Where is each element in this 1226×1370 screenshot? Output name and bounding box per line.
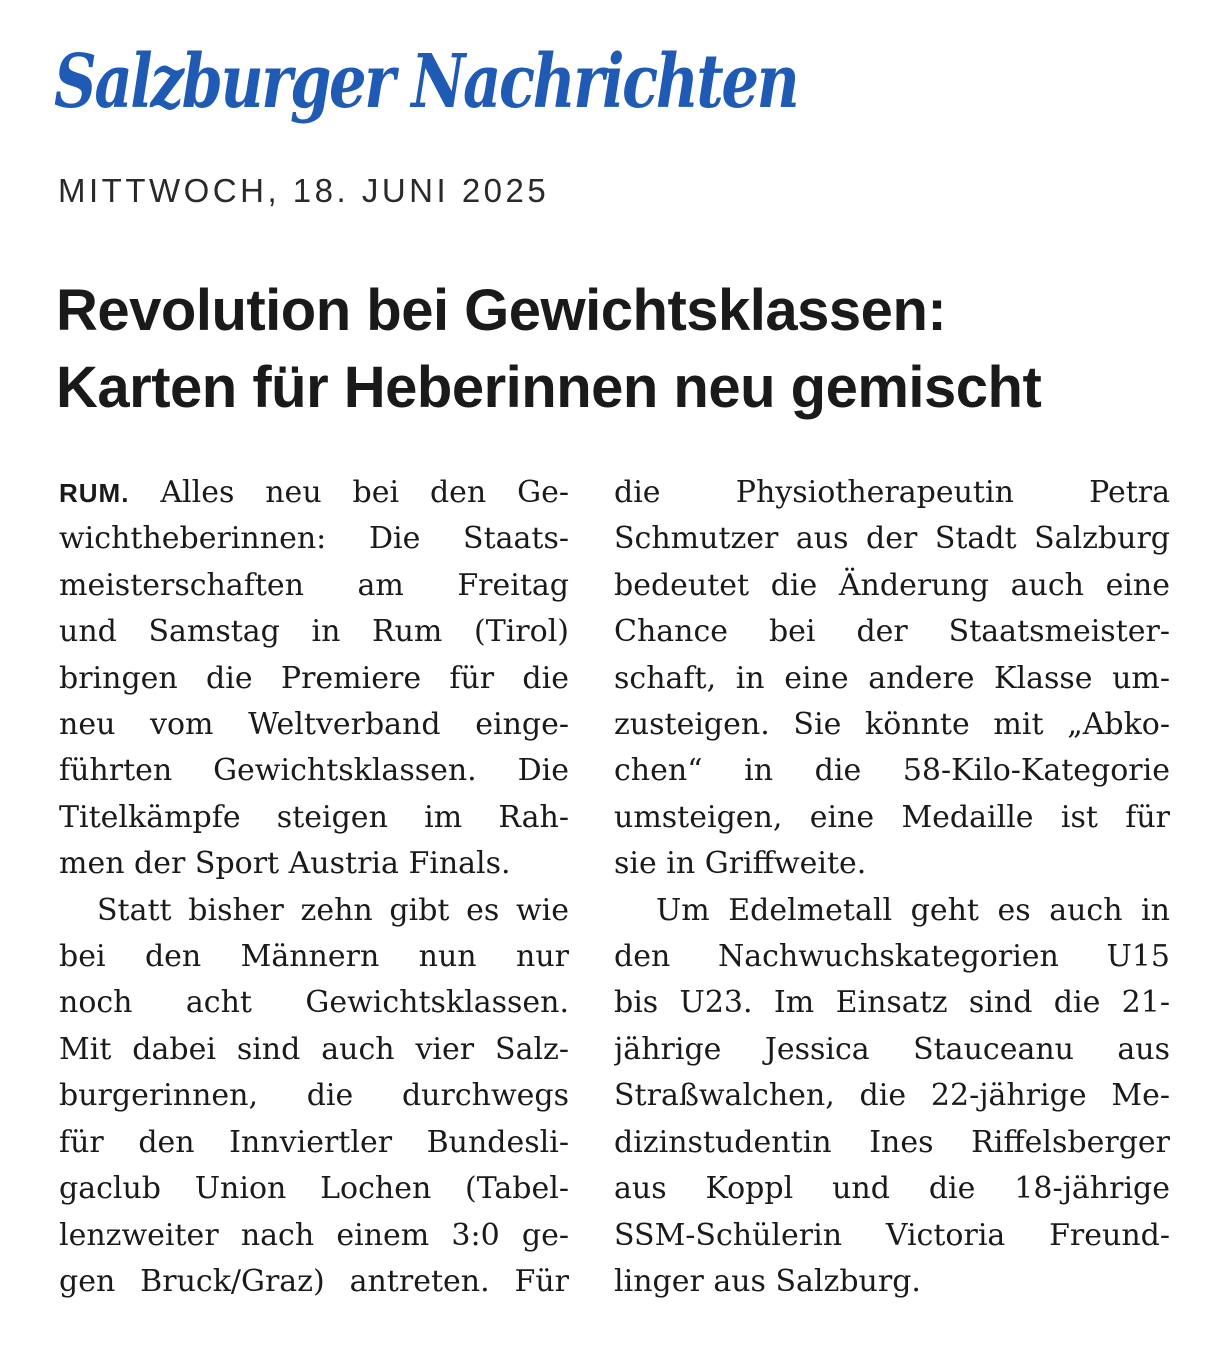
article-headline xyxy=(56,272,1196,426)
article-kicker: RUM. xyxy=(59,478,130,508)
headline-line-1: Revolution bei Gewichtsklassen: xyxy=(56,278,947,343)
text-line: Straßwalchen, die 22-jährige Me- xyxy=(614,1078,1170,1114)
text-line: die Physiotherapeutin Petra xyxy=(614,475,1170,510)
text-line: Um Edelmetall geht es auch in xyxy=(656,892,1170,928)
text-line: bis U23. Im Einsatz sind die 21- xyxy=(614,985,1170,1021)
text-line-content: Alles neu bei den Ge- xyxy=(160,475,569,510)
text-line: sie in Griffweite. xyxy=(614,846,867,882)
text-line: lenzweiter nach einem 3:0 ge- xyxy=(59,1217,569,1253)
text-line xyxy=(59,470,569,516)
text-line: dizinstudentin Ines Riffelsberger xyxy=(614,1124,1170,1160)
text-line: wichtheberinnen: Die Staats- xyxy=(59,521,569,557)
text-line: bringen die Premiere für die xyxy=(59,660,569,696)
text-line: aus Koppl und die 18-jährige xyxy=(614,1171,1170,1207)
headline-line-2: Karten für Heberinnen neu gemischt xyxy=(56,355,1042,420)
article-column-left xyxy=(59,470,569,1305)
text-line: schaft, in eine andere Klasse um- xyxy=(614,660,1170,696)
text-line: gaclub Union Lochen (Tabel- xyxy=(59,1171,569,1207)
text-line: SSM-Schülerin Victoria Freund- xyxy=(614,1217,1170,1253)
text-line: führten Gewichtsklassen. Die xyxy=(59,753,569,789)
text-line: Mit dabei sind auch vier Salz- xyxy=(59,1031,569,1067)
newspaper-masthead-logo: Salzburger Nachrichten xyxy=(54,39,798,125)
publication-date: MITTWOCH, 18. JUNI 2025 xyxy=(58,172,550,209)
text-line: burgerinnen, die durchwegs xyxy=(59,1078,569,1114)
text-line: chen“ in die 58-Kilo-Kategorie xyxy=(614,753,1170,789)
text-line: Statt bisher zehn gibt es wie xyxy=(97,892,569,928)
article-column-right xyxy=(614,470,1170,1305)
text-line: Titelkämpfe steigen im Rah- xyxy=(59,799,569,835)
text-line: und Samstag in Rum (Tirol) xyxy=(59,614,569,650)
text-line: bei den Männern nun nur xyxy=(59,939,569,975)
text-line: jährige Jessica Stauceanu aus xyxy=(614,1031,1170,1067)
text-line: den Nachwuchskategorien U15 xyxy=(614,939,1170,975)
text-line: gen Bruck/Graz) antreten. Für xyxy=(59,1263,569,1299)
text-line: linger aus Salzburg. xyxy=(614,1263,921,1299)
text-line: umsteigen, eine Medaille ist für xyxy=(614,799,1170,835)
text-line: men der Sport Austria Finals. xyxy=(59,846,511,882)
text-line: für den Innviertler Bundesli- xyxy=(59,1124,569,1160)
text-line: Schmutzer aus der Stadt Salzburg xyxy=(614,521,1170,557)
text-line: neu vom Weltverband einge- xyxy=(59,707,569,743)
text-line: zusteigen. Sie könnte mit „Abko- xyxy=(614,707,1170,743)
text-line: bedeutet die Änderung auch eine xyxy=(614,567,1170,603)
text-line: noch acht Gewichtsklassen. xyxy=(59,985,569,1021)
text-line: meisterschaften am Freitag xyxy=(59,567,569,603)
text-line: Chance bei der Staatsmeister- xyxy=(614,614,1170,650)
